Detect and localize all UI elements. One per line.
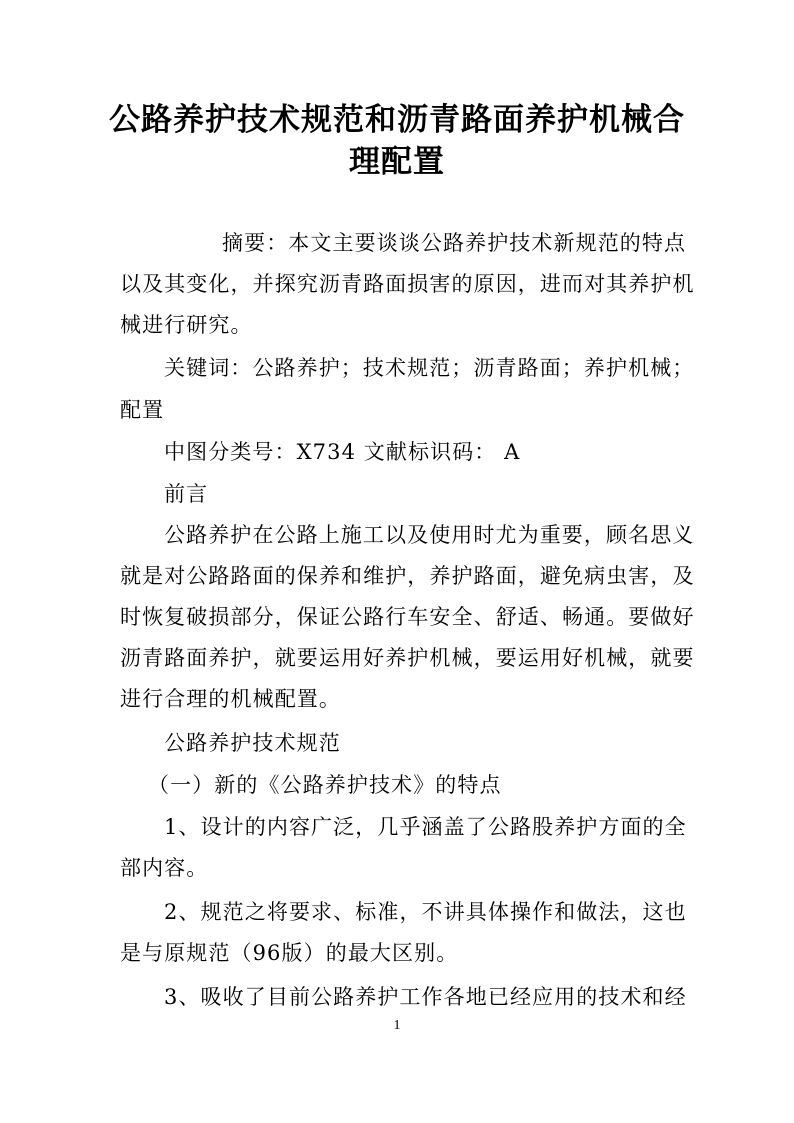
document-title-line-1: 公路养护技术规范和沥青路面养护机械合 — [109, 102, 685, 138]
point-1-line: 部内容。 — [120, 856, 209, 880]
preface-line: 时恢复破损部分，保证公路行车安全、舒适、畅通。要做好 — [120, 605, 695, 629]
point-3-line: 3、吸收了目前公路养护工作各地已经应用的技术和经 — [164, 985, 687, 1009]
abstract-line: 以及其变化，并探究沥青路面损害的原因，进而对其养护机 — [120, 272, 695, 296]
preface-line: 进行合理的机械配置。 — [120, 687, 341, 711]
preface-line: 就是对公路路面的保养和维护，养护路面，避免病虫害，及 — [120, 564, 695, 588]
abstract-line: 摘要：本文主要谈谈公路养护技术新规范的特点 — [222, 231, 687, 255]
keywords-line: 关键词：公路养护；技术规范；沥青路面；养护机械； — [164, 356, 695, 380]
classification-line: 中图分类号：X734 文献标识码： A — [164, 440, 521, 464]
point-2-line: 2、规范之将要求、标准，不讲具体操作和做法，这也 — [164, 900, 687, 924]
point-2-line: 是与原规范（96版）的最大区别。 — [120, 941, 459, 965]
subsection-heading: （一）新的《公路养护技术》的特点 — [148, 773, 502, 797]
preface-line: 公路养护在公路上施工以及使用时尤为重要，顾名思义 — [164, 523, 695, 547]
point-1-line: 1、设计的内容广泛，几乎涵盖了公路股养护方面的全 — [164, 815, 687, 839]
preface-line: 沥青路面养护，就要运用好养护机械，要运用好机械，就要 — [120, 646, 695, 670]
section-heading: 公路养护技术规范 — [164, 731, 341, 755]
document-title-line-2: 理配置 — [349, 144, 445, 180]
keywords-line: 配置 — [120, 398, 165, 422]
abstract-line: 械进行研究。 — [120, 313, 253, 337]
page-number: 1 — [393, 1018, 401, 1033]
preface-heading: 前言 — [164, 482, 209, 506]
